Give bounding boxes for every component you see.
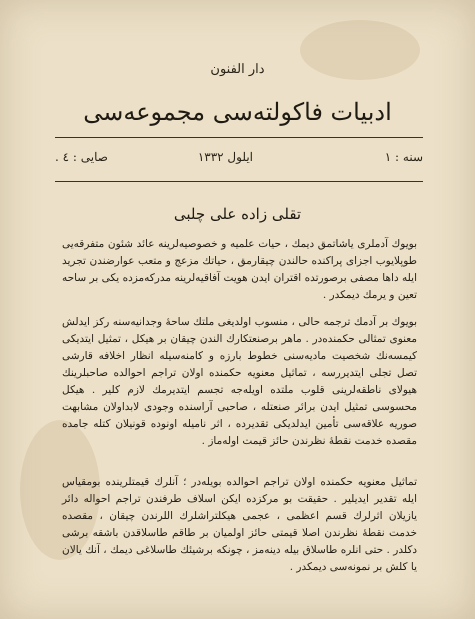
header-rule-top [55, 137, 423, 138]
article-paragraph: تماثیل معنویه حکمنده اولان تراجم احوالده بویله‌در ؛ آنلرك قیمتلرینده بومقیاس ایله تقدیر ایدیلیر . حقیقت بو مرکزده ایکن اسلاف طرفندن تراجم احواله دائر یازیلان اثرلرك قسم اعظمی ، عجمی هیکلتراشلرك اللرندن چیقان ، مقصده خدمت نقطهٔ نظرندن اصلا قیمتی حائز اولمیان بر طاقم طاسلاقدن باشقه برشی دکلدر . حتی انلره طاسلاق بیله دینه‌مز ، چونکه برشیئك طاسلاغی دیمك ، آنك یالان یا کلش بر نمونه‌سی دیمکدر . [62, 476, 417, 573]
issue-info-row [55, 150, 423, 172]
article-author: تقلی زاده علی چلبی [173, 205, 302, 223]
journal-title: ادبیات فاکولته‌سی مجموعه‌سی [83, 98, 392, 126]
issue-date: ایلول ١٣٣٢ [197, 150, 253, 164]
institution-name: دار الفنون [210, 62, 265, 77]
header-rule-bottom [55, 181, 423, 182]
issue-number: صایی : ٤ . [55, 150, 108, 164]
volume-label: سنه : ١ [384, 150, 423, 164]
article-paragraph: بویوك بر آدمك ترجمه حالی ، منسوب اولدیغی ملتك ساحهٔ وجدانیه‌سنه رکز ایدلش معنوی تمثالی حکمنده‌در . ماهر برصنعتکارك الندن چیقان بر هیکل ، تمثیل ایتدیکی کیمسه‌نك شخصیت مادیه‌سنی خطوط بارزه و کامنه‌سیله انظار اخلافه قارشی تصل تجلی ایتدیررسه ، تماثیل معنویه حکمنده اولان تراجم احوالده صاحبلرینك هیولای ناطقه‌لرینی قلوب ملتده اویله‌جه تجسم ایتدیرمك لازم کلیر . هیکل محسوسی تمثیل ایدن برائر صنعتله ، صاحبی آرا‌سنده وجودی لابداولان مشابهت صوریه علاقه‌سی تأمین ایدلدیکی تقدیرده ، اثر نامیله اونوده قونیلان کتله جامده مقصده خدمت نقطهٔ نظرندن حائز قیمت اوله‌ماز . [62, 316, 417, 447]
article-paragraph: بویوك آدملری یاشاتمق دیمك ، حیات علمیه و خصوصیه‌لرینه عائد شئون متفرقه‌یی طوپلایوب اجزای پراکنده حالندن چیقارمق ، حیاتك مزعج و متعب عوارضندن تجرید ایله داها مصفی برصورتده اقتران ایدن هویت آفاقیه‌لرینه مدرکه‌مزده یکی بر ساحه تعین و یرمك دیمکدر . [62, 238, 417, 301]
